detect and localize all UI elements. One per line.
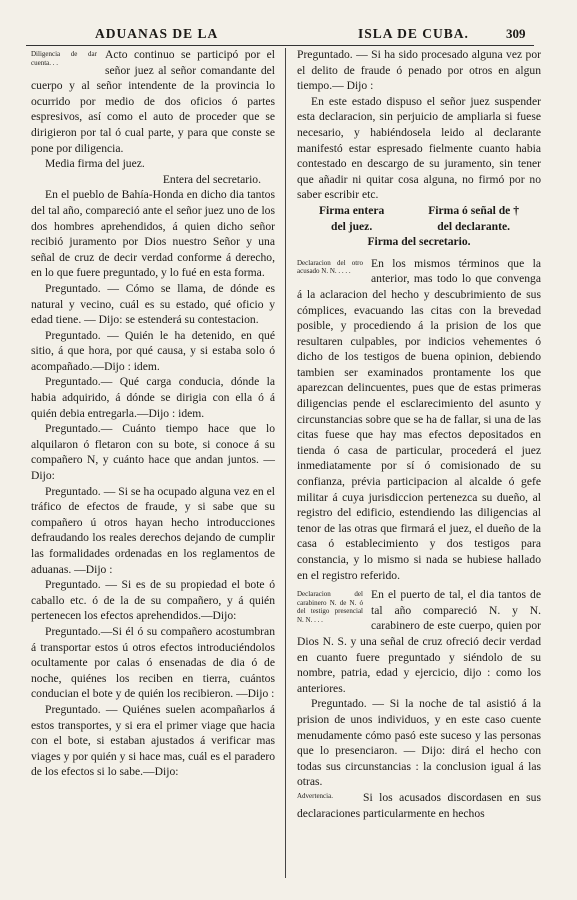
question-detention: Preguntado. — Quién le ha detenido, en qué sitio, á que hora, por qué causa, y si estaba solo ó acompañado.—Dijo : idem. (31, 328, 275, 373)
signature-judge-line-1: Firma entera (318, 203, 385, 217)
margin-note-dar-cuenta: Diligencia de dar cuenta. . . (31, 50, 97, 67)
paragraph-carabinero (297, 587, 541, 696)
paragraph-other-accused (297, 256, 541, 583)
signature-declarant-line-1: Firma ó señal de † (428, 203, 520, 217)
paragraph-bahia-honda: En el pueblo de Bahía-Honda en dicho dia tantos del tal año, compareció ante el señor juez uno de los dos hombres aprehendidos, á quien dicho señor recibió juramento por Dios nuestro Señor y una señal de cruz de decir verdad conforme á derecho, en lo que fuere preguntado, y lo fué en esta forma. (31, 188, 275, 280)
question-transport: Preguntado.—Si él ó su compañero acostumbran á transportar estos ú otros efectos introduciéndolos ocultamente por calas ó ensenadas de dia ó de noche, quiénes los reciben en tierra, cuántos conducian el bote y de quién los recibieron. —Dijo : (31, 624, 275, 701)
signature-declarant-line-2: del declarante. (437, 219, 511, 233)
signature-line-secretary: Entera del secretario. (162, 172, 261, 186)
question-arrest-night: Preguntado. — Si la noche de tal asistió á la prision de unos individuos, y en este caso cuente menudamente cómo pasó este suceso y las personas que lo presenciaron. — Dijo: dirá el hecho con todas sus circunstancias : la conclusion igual á las otras. (297, 697, 541, 789)
page-number: 309 (506, 26, 526, 41)
running-header-left: ADUANAS DE LA (95, 26, 219, 41)
question-hire: Preguntado.— Cuánto tiempo hace que lo alquilaron ó fletaron con su bote, si conoce á su compañero N, y cuánto hace que andan juntos. —Dijo: (31, 422, 275, 483)
signature-declarant (428, 203, 519, 234)
question-name: Preguntado. — Cómo se llama, de dónde es natural y vecino, cuál es su estado, qué oficio y edad tiene. — Dijo: se estenderá su contestacion. (31, 281, 275, 327)
paragraph-advertencia (297, 790, 541, 821)
right-column (297, 47, 541, 821)
margin-note-other-accused: Declaracion del otro acusado N. N. . . . . (297, 258, 363, 276)
question-prior-process: Preguntado. — Si ha sido procesado alguna vez por el delito de fraude ó penado por otros en algun tiempo.— Dijo : (297, 48, 541, 93)
question-fraud-traffic: Preguntado. — Si se ha ocupado alguna vez en el tráfico de efectos de fraude, y si sabe que su compañero ú otros hayan hecho introducciones defraudando los reales derechos dejando de cumplir las formalidades ordenadas en los reglamentos de aduanas. —Dijo : (31, 484, 275, 576)
signature-secretary-final: Firma del secretario. (367, 235, 471, 249)
signature-block (297, 203, 541, 234)
signature-line-judge: Media firma del juez. (45, 157, 145, 171)
paragraph-text: En el puerto de tal, el dia tantos de tal año compareció N. y N. carabinero de este cuerpo, quien por Dios N. S. y una señal de cruz ofreció decir verdad en cuanto fuere preguntado y siéndolo de su nombre, patria, edad y ejercicio, dijo : como los anteriores. (297, 588, 541, 695)
paragraph-text: Si los acusados discordasen en sus declaraciones particularmente en hechos (297, 790, 541, 820)
signature-judge (319, 203, 384, 234)
question-cargo: Preguntado.— Qué carga conducia, dónde la habia adquirido, á dónde se dirigia con ella ó á quién debia entregarla.—Dijo : idem. (31, 375, 275, 420)
column-divider (285, 48, 286, 878)
paragraph-suspend-declaration: En este estado dispuso el señor juez suspender esta declaracion, sin perjuicio de ampliarla si fuese necesario, y habiéndosela leido al declarante manifestó estar espresado fielmente cuanto habia contestado en descargo de su juramento, sin tener que añadir ni quitar cosa alguna, no firmó por no saber escribir etc. (297, 94, 541, 202)
running-header-right: ISLA DE CUBA. (358, 26, 469, 41)
header-rule (26, 45, 534, 46)
paragraph-text: Acto continuo se participó por el señor juez al señor comandante del cuerpo y al señor intendente de la provincia lo ocurrido por medio de dos oficios ó partes espresivos, así como el auto de proceder que se dirigieron por tal ó cual parte, y para que conste se pone por diligencia. (31, 48, 275, 155)
question-companions: Preguntado. — Quiénes suelen acompañarlos á estos transportes, y si era el primer viage que hacia con el bote, si estaban ajustados á verificar mas viages y por quién y si hace mas, cuál es el paradero de los efectos si lo sabe.—Dijo: (31, 702, 275, 779)
paragraph-dar-cuenta (31, 47, 275, 156)
signature-judge-line-2: del juez. (331, 219, 373, 233)
question-boat-ownership: Preguntado. — Si es de su propiedad el bote ó caballo etc. ó de la de su compañero, y á quién pertenecen los efectos aprehendidos.—Dijo: (31, 578, 275, 623)
left-column (31, 47, 275, 780)
paragraph-text: En los mismos términos que la anterior, mas todo lo que convenga á la aclaracion del hecho y descubrimiento de sus cómplices, evacuando las citas con la brevedad posible, y procediendo á la prision de los que resultaren culpables, por indicios vehementes ó dicho de los testigos de buena opinion, debiendo tambien ser examinados prontamente los que aparezcan delincuentes, pues que de estas primeras diligencias pende el esclarecimiento del asunto y circunstancias sobre que se ha de fallar, si una de las citas fuese que hay mas efectos depositados en tienda ó casa de particular, procederá el juez inmediatamente por sí ó comisionado de su confianza, prévia participacion al alcalde ó gefe militar á cuya jurisdiccion pertenezca su dueño, al registro del edificio, estendiendo las diligencias al tenor de las otras que firmará el juez, el dueño de la casa ó establecimiento y dos testigos para constancia, y lo mismo si nada se hubiese hallado en el registro referido. (297, 256, 541, 582)
margin-note-advertencia: Advertencia. (297, 791, 333, 800)
margin-note-carabinero: Declaracion del carabinero N. de N. ó del testigo presencial N. N. . . . (297, 590, 363, 624)
